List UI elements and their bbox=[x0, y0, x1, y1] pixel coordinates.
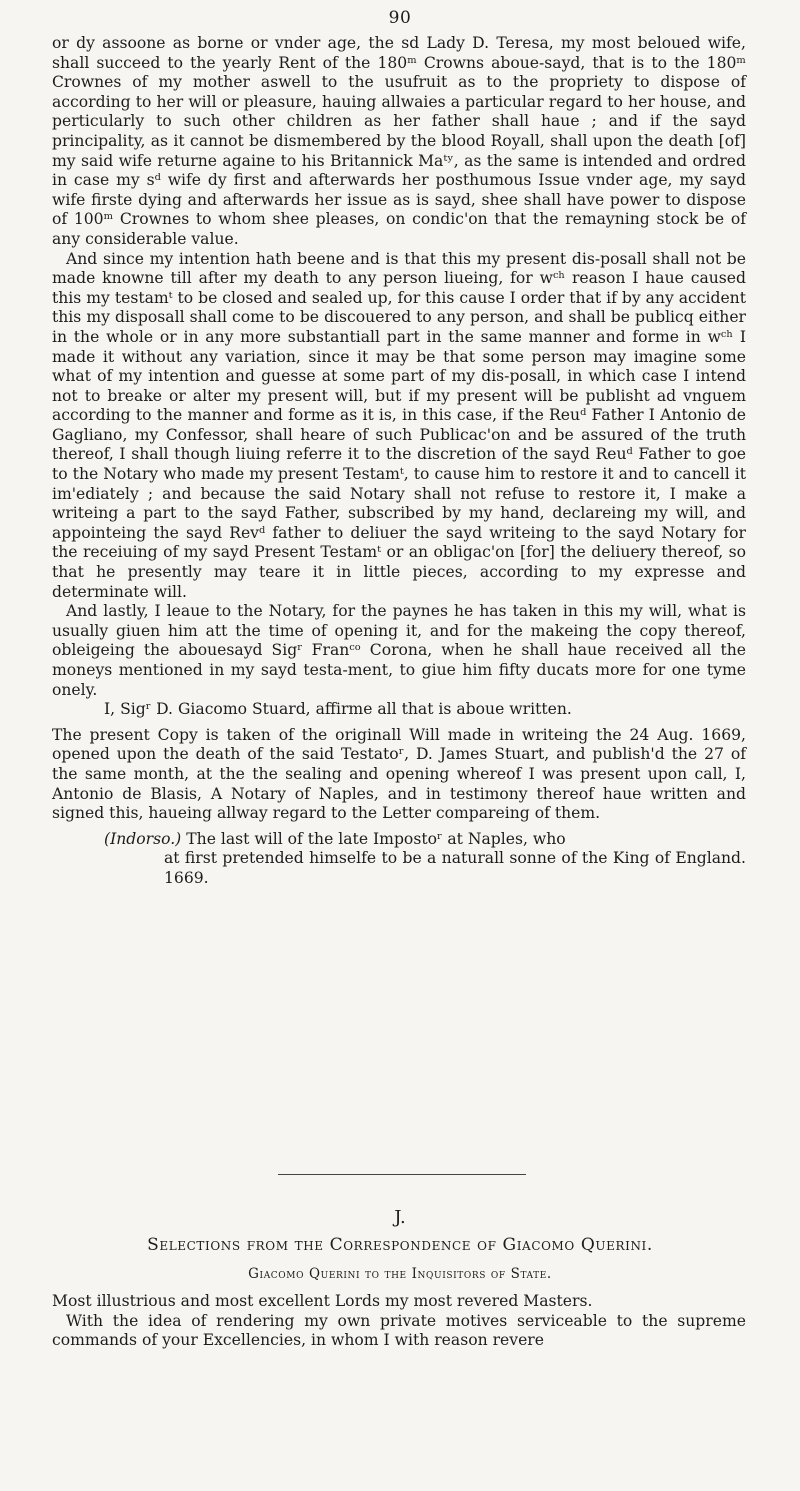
paragraph-copy-attestation: The present Copy is taken of the originall Will made in writeing the 24 Aug. 1669, opened upon the death of the said Testatoʳ, D. James Stuart, and publish'd the 27 of the same month, at the the sealing and opening whereof I was present upon call, I, Antonio de Blasis, A Notary of Naples, and in testimony thereof haue written and signed this, haueing allway regard to the Letter compareing of them. bbox=[52, 725, 746, 823]
indorso-label: (Indorso.) bbox=[104, 829, 182, 848]
paragraph-succession: or dy assoone as borne or vnder age, the sd Lady D. Teresa, my most beloued wife, shall succeed to the yearly Rent of the 180ᵐ Crowns aboue-sayd, that is to the 180ᵐ Crownes of my mother aswell to the usufruit as to the propriety to dispose of according to her will or pleasure, hauing allwaies a particular regard to her house, and perticularly to such other children as her father shall haue ; and if the sayd principality, as it cannot be dismembered by the blood Royall, shall upon the death [of] my said wife returne againe to his Britannick Maᵗʸ, as the same is intended and ordred in case my sᵈ wife dy first and afterwards her posthumous Issue vnder age, my sayd wife firste dying and afterwards her issue as is sayd, shee shall have power to dispose of 100ᵐ Crownes to whom shee pleases, on condic'on that the remayning stock be of any considerable value. bbox=[52, 34, 746, 248]
page-number: 90 bbox=[388, 8, 412, 28]
letter-opening: With the idea of rendering my own private motives serviceable to the supreme commands of your Excellencies, in whom I with reason revere bbox=[52, 1311, 746, 1350]
signature-line: I, Sigʳ D. Giacomo Stuard, affirme all that is aboue written. bbox=[104, 700, 572, 719]
section-letter: J. bbox=[394, 1207, 406, 1228]
paragraph-secrecy: And since my intention hath beene and is that this my present dis-posall shall not be made knowne till after my death to any person liueing, for wᶜʰ reason I haue caused this my testamᵗ to be closed and sealed up, for this cause I order that if by any accident this my disposall shall come to be discouered to any person, and shall be publicq either in the whole or in any more substantiall part in the same manner and forme in wᶜʰ I made it without any variation, since it may be that some person may imagine some what of my intention and guesse at some part of my dis-posall, in which case I intend not to breake or alter my present will, but if my present will be publisht ad vnguem according to the manner and forme as it is, in this case, if the Reuᵈ Father I Antonio de Gagliano, my Confessor, shall heare of such Publicac'on and be assured of the truth thereof, I shall though liuing referre it to the discretion of the sayd Reuᵈ Father to goe to the Notary who made my present Testamᵗ, to cause him to restore it and to cancell it im'ediately ; and because the said Notary shall not refuse to restore it, I make a writeing a part to the sayd Father, subscribed by my hand, declareing my will, and appointeing the sayd Revᵈ father to deliuer the sayd writeing to the sayd Notary for the receiuing of my sayd Present Testamᵗ or an obligac'on [for] the deliuery thereof, so that he presently may teare it in little pieces, according to my expresse and determinate will. bbox=[52, 249, 746, 601]
letter-salutation: Most illustrious and most excellent Lords my most revered Masters. bbox=[52, 1292, 593, 1310]
letter-text bbox=[52, 1292, 746, 1351]
letter-heading: Giacomo Querini to the Inquisitors of State. bbox=[248, 1266, 552, 1282]
paragraph-notary-fee: And lastly, I leaue to the Notary, for the paynes he has taken in this my will, what is usually giuen him att the time of opening it, and for the makeing the copy thereof, obleigeing the abouesayd Sigʳ Franᶜᵒ Corona, when he shall haue received all the moneys mentioned in my sayd testa-ment, to giue him fifty ducats more for one tyme onely. bbox=[52, 602, 746, 699]
will-text bbox=[52, 34, 746, 889]
section-title: Selections from the Correspondence of Giacomo Querini. bbox=[147, 1235, 653, 1255]
section-divider bbox=[278, 1174, 526, 1175]
indorso-first-line: The last will of the late Impostoʳ at Naples, who bbox=[186, 829, 566, 848]
indorso-note bbox=[52, 830, 746, 889]
indorso-continuation: at first pretended himselfe to be a naturall sonne of the King of England. 1669. bbox=[164, 849, 746, 887]
